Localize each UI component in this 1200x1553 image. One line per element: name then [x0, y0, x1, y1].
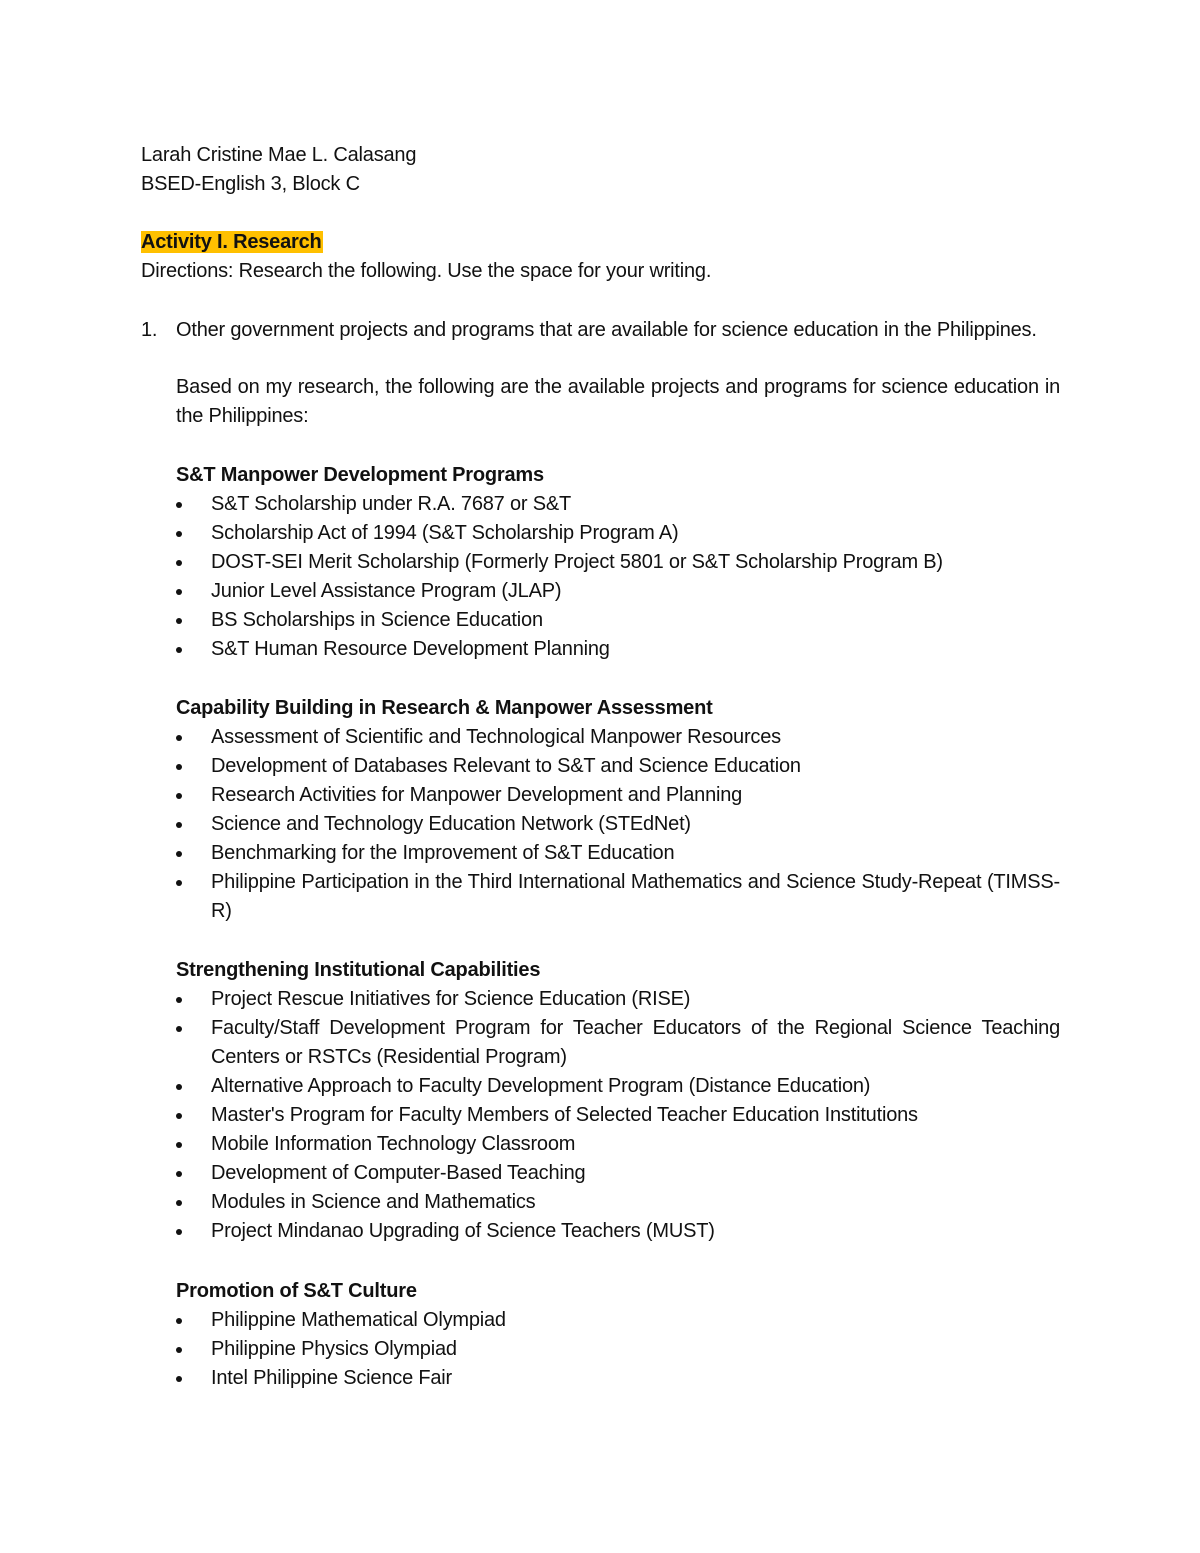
question-number: 1. [141, 319, 158, 341]
document-page: Larah Cristine Mae L. Calasang BSED-English 3, Block C Activity I. Research Directions: Research the following. Use the space for your writing. 1. Other government projects and programs that are available for science education in the Philippines. Based on my research, the following are the available projects and programs for science education in the Philippines: S&T Manpower Development Programs S&T Scholarship under R.A. 7687 or S&T Scholarship Act of 1994 (S&T Scholarship Program A) DOST-SEI Merit Scholarship (Formerly Project 5801 or S&T Scholarship Program B) Junior Level Assistance Program (JLAP) BS Scholarships in Science Education S&T Human Resource Development Planning Capability Building in Research & Manpower Assessment Assessment of Scientific and Technological Manpower Resources Development of Databases Relevant to S&T and Science Education Research Activities for Manpower Development and Planning Science and Technology Education Network (STEdNet) Benchmarking for the Improvement of S&T Education Philippine Participation in the Third International Mathematics and Science Study-Repeat (TIMSS-R) Strengthening Institutional Capabilities Project Rescue Initiatives for Science Education (RISE) Faculty/Staff Development Program for Teacher Educators of the Regional Science Teaching Centers or RSTCs (Residential Program) Alternative Approach to Faculty Development Program (Distance Education) Master's Program for Faculty Members of Selected Teacher Education Institutions Mobile Information Technology Classroom Development of Computer-Based Teaching Modules in Science and Mathematics Project Mindanao Upgrading of Science Teachers (MUST) Promotion of S&T Culture Philippine Mathematical Olympiad Philippine Physics Olympiad Intel Philippine Science Fair [141, 144, 1060, 1389]
bullet-icon [176, 735, 182, 741]
bullet-icon [176, 647, 182, 653]
bullet-icon [176, 531, 182, 537]
student-name: Larah Cristine Mae L. Calasang [141, 144, 417, 166]
activity-title [141, 230, 323, 254]
bullet-icon [176, 764, 182, 770]
bullet-icon [176, 1376, 182, 1382]
activity-title-highlight: Activity I. Research [141, 231, 322, 253]
question-text: Other government projects and programs that are available for science education in the Philippines. [176, 319, 1037, 341]
bullet-icon [176, 589, 182, 595]
bullet-icon [176, 618, 182, 624]
section-heading: Strengthening Institutional Capabilities [176, 959, 541, 981]
bullet-icon [176, 560, 182, 566]
bullet-icon [176, 502, 182, 508]
bullet-icon [176, 1026, 182, 1032]
section-heading: Capability Building in Research & Manpower Assessment [176, 697, 713, 719]
section-heading: S&T Manpower Development Programs [176, 464, 544, 486]
student-course: BSED-English 3, Block C [141, 173, 360, 195]
bullet-icon [176, 1084, 182, 1090]
bullet-icon [176, 880, 182, 886]
bullet-icon [176, 997, 182, 1003]
question-intro: Based on my research, the following are the available projects and programs for science education in the Philippines: [176, 376, 1060, 427]
activity-directions: Directions: Research the following. Use the space for your writing. [141, 260, 712, 282]
section-heading: Promotion of S&T Culture [176, 1280, 417, 1302]
bullet-icon [176, 1318, 182, 1324]
bullet-icon [176, 1171, 182, 1177]
bullet-icon [176, 1142, 182, 1148]
bullet-icon [176, 1347, 182, 1353]
bullet-icon [176, 822, 182, 828]
bullet-icon [176, 1200, 182, 1206]
bullet-icon [176, 1113, 182, 1119]
bullet-icon [176, 1229, 182, 1235]
bullet-icon [176, 851, 182, 857]
bullet-icon [176, 793, 182, 799]
